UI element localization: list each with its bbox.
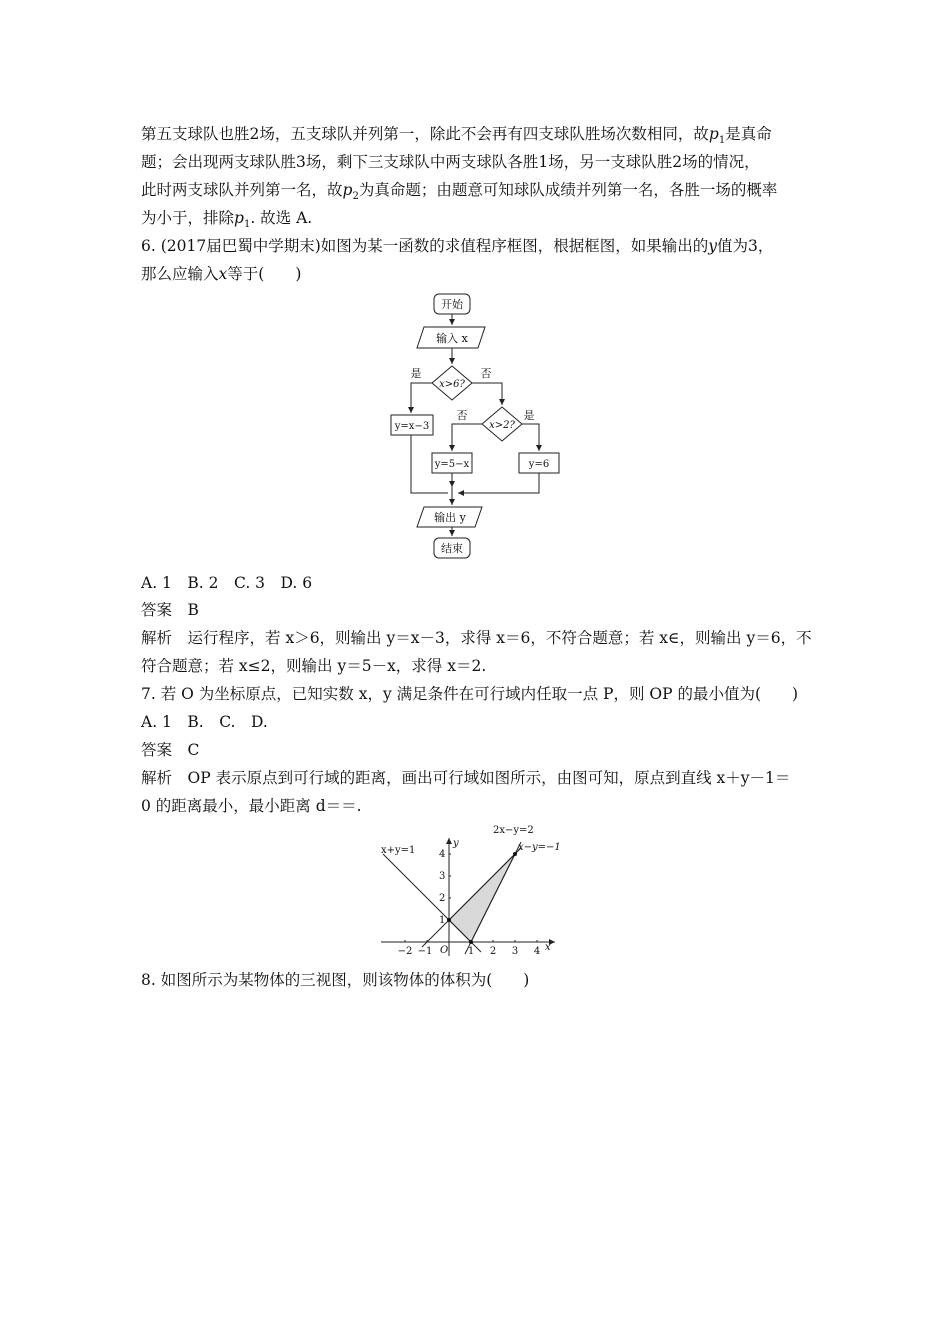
vertex-point (447, 918, 451, 922)
text: 值为3， (717, 237, 774, 255)
x-tick-label: −2 (397, 946, 413, 957)
start-label: 开始 (441, 298, 463, 311)
text: 为小于，排除 (141, 209, 235, 227)
x-variable: x (218, 265, 228, 283)
text: 是真命 (725, 125, 772, 143)
answer-value: C (187, 741, 200, 759)
analysis-label: 解析 (141, 769, 173, 787)
text: 第五支球队也胜2场，五支球队并列第一，除此不会再有四支球队胜场次数相同，故 (141, 125, 709, 143)
vertex-point (469, 940, 473, 944)
flowchart (380, 285, 580, 565)
x-axis-label: x (545, 942, 551, 953)
output-label: 输出 y (434, 511, 466, 524)
answer-value: B (187, 601, 199, 619)
q7-analysis-line-2: 0 的距离最小，最小距离 d＝＝. (141, 797, 362, 815)
box1-label: y=x−3 (394, 421, 430, 432)
q8-line-1: 8. 如图所示为某物体的三视图，则该物体的体积为( ) (141, 971, 530, 989)
yes1-label: 是 (410, 367, 422, 380)
text: 为真命题；由题意可知球队成绩并列第一名，各胜一场的概率 (358, 181, 778, 199)
text: 6. (2017届巴蜀中学期末)如图为某一函数的求值程序框图，根据框图，如果输出的 (141, 237, 709, 255)
y-tick-label: 2 (439, 893, 446, 904)
p-subscript: 1 (243, 219, 251, 231)
analysis-label: 解析 (141, 629, 173, 647)
p-symbol: p (708, 125, 719, 143)
text: 运行程序，若 x＞6，则输出 y＝x－3，求得 x＝6，不符合题意；若 x∈，则输出 y＝6，不 (187, 629, 812, 647)
no1-label: 否 (480, 367, 492, 380)
intro-line-1 (141, 124, 772, 151)
label-2x-minus-y-eq-2: 2x−y=2 (493, 825, 534, 836)
box3-label: y=6 (528, 459, 550, 470)
no2-label: 否 (456, 409, 468, 422)
x-tick-label: 3 (511, 946, 519, 957)
x-tick-label: 4 (533, 946, 541, 957)
label-x-minus-y-eq-minus-1: x−y=−1 (518, 842, 561, 853)
p-subscript: 2 (352, 191, 359, 203)
end-label: 结束 (441, 542, 463, 555)
p-symbol: p (342, 181, 353, 199)
q6-line-2 (141, 264, 301, 284)
intro-line-3 (141, 180, 777, 207)
q6-answer (141, 600, 199, 620)
label-x-plus-y-eq-1: x+y=1 (381, 845, 416, 856)
yes2-label: 是 (523, 409, 535, 422)
q7-answer (141, 740, 199, 760)
text: 等于( ) (227, 265, 302, 283)
x-tick-label: 1 (467, 946, 475, 957)
origin-label: O (440, 945, 449, 956)
y-tick-label: 1 (439, 915, 446, 926)
cond1-label: x>6? (439, 379, 465, 390)
text: 此时两支球队并列第一名，故 (141, 181, 343, 199)
text: OP 表示原点到可行域的距离，画出可行域如图所示，由图可知，原点到直线 x＋y－1＝ (187, 769, 791, 787)
y-axis-label: y (453, 838, 459, 849)
q7-line-1: 7. 若 O 为坐标原点，已知实数 x，y 满足条件在可行域内任取一点 P，则 OP 的最小值为( ) (141, 685, 799, 703)
q7-analysis-line-1 (141, 768, 790, 788)
y-variable: y (708, 237, 718, 255)
feasible-region (449, 854, 515, 942)
q6-analysis-line-2: 符合题意；若 x≤2，则输出 y＝5－x，求得 x＝2. (141, 657, 487, 675)
p-symbol: p (234, 209, 244, 227)
input-label: 输入 x (436, 332, 468, 345)
p-subscript: 1 (718, 135, 726, 147)
x-tick-label: 2 (489, 946, 497, 957)
y-tick-label: 4 (439, 849, 446, 860)
q7-options: A. 1 B. C. D. (141, 713, 268, 731)
intro-line-2: 题；会出现两支球队胜3场，剩下三支球队中两支球队各胜1场，另一支球队胜2场的情况， (141, 153, 760, 171)
feasible-region-graph (375, 820, 575, 960)
q6-line-1 (141, 236, 773, 256)
text: 那么应输入 (141, 265, 219, 283)
x-tick-label: −1 (417, 946, 433, 957)
y-tick-label: 3 (439, 871, 446, 882)
answer-label: 答案 (141, 601, 173, 619)
box2-label: y=5−x (434, 459, 470, 470)
text: . 故选 A. (250, 209, 313, 227)
intro-line-4 (141, 208, 312, 235)
answer-label: 答案 (141, 741, 173, 759)
q6-analysis-line-1 (141, 628, 812, 648)
vertex-point (513, 852, 517, 856)
q6-options: A. 1 B. 2 C. 3 D. 6 (141, 574, 313, 592)
cond2-label: x>2? (489, 420, 515, 431)
